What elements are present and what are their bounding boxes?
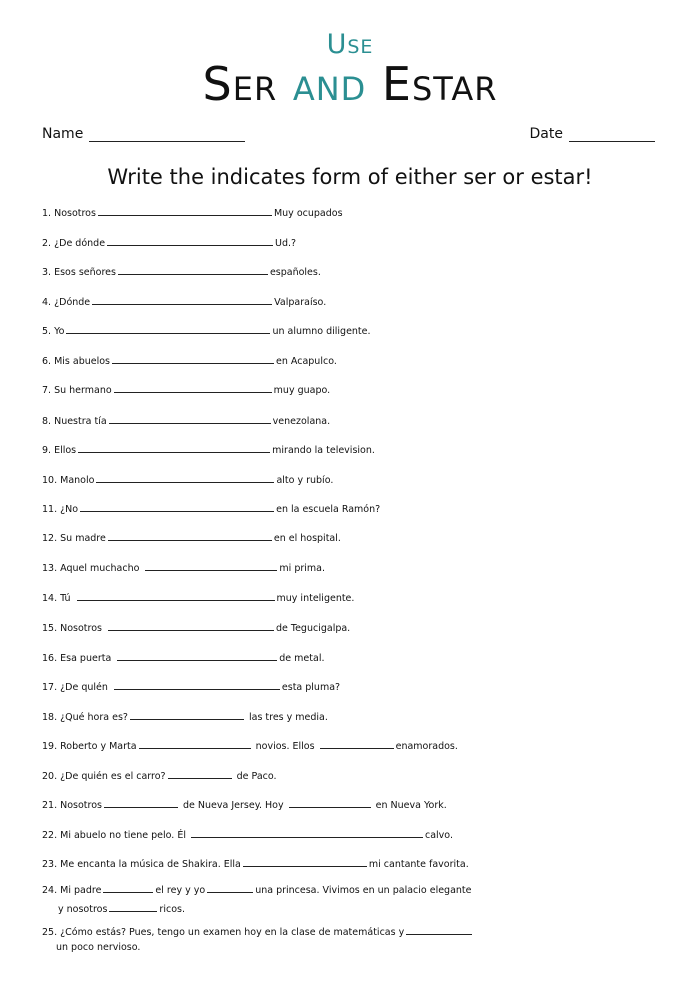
answer-blank[interactable]	[66, 323, 270, 334]
question-ending: una princesa. Vivimos en un palacio elegante	[255, 885, 472, 896]
title-main	[0, 57, 700, 111]
title-and: and	[292, 57, 367, 111]
question-ending: en Nueva York.	[375, 800, 447, 811]
question-middle: novios. Ellos	[255, 741, 315, 752]
question-prompt: 3. Esos señores	[42, 267, 116, 278]
question-prompt: 15. Nosotros	[42, 623, 102, 634]
question-ending: de Paco.	[236, 771, 277, 782]
question-ending: venezolana.	[272, 416, 331, 427]
question-ending: Muy ocupados	[273, 208, 343, 219]
question-prompt: 25. ¿Cómo estás? Pues, tengo un examen hoy en la clase de matemáticas y	[42, 927, 405, 938]
question-14	[42, 590, 354, 605]
answer-blank[interactable]	[114, 382, 272, 393]
question-5	[42, 323, 371, 338]
answer-blank-2[interactable]	[207, 882, 253, 893]
answer-blank[interactable]	[117, 650, 277, 661]
answer-blank[interactable]	[107, 235, 273, 246]
answer-blank[interactable]	[103, 882, 153, 893]
question-prompt: 24. Mi padre	[42, 885, 102, 896]
question-prompt-2: y nosotros	[58, 904, 108, 915]
worksheet-title	[0, 29, 700, 111]
answer-blank[interactable]	[98, 205, 272, 216]
question-prompt: 10. Manolo	[42, 475, 95, 486]
question-9	[42, 442, 375, 457]
title-use: Use	[326, 29, 374, 60]
instructions: Write the indicates form of either ser or estar!	[107, 165, 593, 189]
question-25	[42, 924, 474, 939]
answer-blank-2[interactable]	[289, 797, 371, 808]
question-prompt: 1. Nosotros	[42, 208, 96, 219]
question-22	[42, 827, 453, 842]
question-6	[42, 353, 337, 368]
question-middle: el rey y yo	[155, 885, 206, 896]
answer-blank[interactable]	[191, 827, 423, 838]
question-ending: muy inteligente.	[276, 593, 355, 604]
question-ending: enamorados.	[395, 741, 458, 752]
question-ending: de Tegucigalpa.	[276, 623, 351, 634]
question-1	[42, 205, 343, 220]
answer-blank[interactable]	[145, 560, 277, 571]
question-ending: en Acapulco.	[276, 356, 337, 367]
question-ending: un poco nervioso.	[56, 942, 141, 953]
question-7	[42, 382, 330, 397]
question-prompt: 20. ¿De quién es el carro?	[42, 771, 166, 782]
question-25-continued	[56, 941, 140, 954]
answer-blank[interactable]	[112, 353, 274, 364]
date-label: Date	[529, 126, 563, 142]
answer-blank[interactable]	[78, 442, 270, 453]
question-ending: Valparaíso.	[274, 297, 327, 308]
title-estar: Estar	[366, 57, 498, 111]
question-8	[42, 413, 330, 428]
question-16	[42, 650, 324, 665]
question-19	[42, 738, 458, 753]
answer-blank[interactable]	[108, 530, 272, 541]
question-ending: mi prima.	[279, 563, 326, 574]
question-12	[42, 530, 341, 545]
question-ending: españoles.	[269, 267, 321, 278]
question-prompt: 13. Aquel muchacho	[42, 563, 140, 574]
answer-blank[interactable]	[80, 501, 274, 512]
question-ending: Ud.?	[275, 238, 297, 249]
answer-blank[interactable]	[104, 797, 178, 808]
answer-blank[interactable]	[243, 856, 367, 867]
question-ending: de metal.	[279, 653, 325, 664]
question-11	[42, 501, 380, 516]
answer-blank-2[interactable]	[320, 738, 394, 749]
answer-blank[interactable]	[108, 620, 274, 631]
answer-blank[interactable]	[77, 590, 275, 601]
question-10	[42, 472, 333, 487]
question-ending: mirando la television.	[272, 445, 375, 456]
name-label: Name	[42, 126, 84, 142]
question-prompt: 21. Nosotros	[42, 800, 102, 811]
answer-blank-3[interactable]	[109, 901, 157, 912]
question-ending: esta pluma?	[281, 682, 341, 693]
question-15	[42, 620, 350, 635]
question-ending: alto y rubío.	[276, 475, 334, 486]
question-ending: mi cantante favorita.	[368, 859, 469, 870]
question-3	[42, 264, 321, 279]
question-prompt: 17. ¿De qulén	[42, 682, 108, 693]
name-blank[interactable]	[89, 127, 245, 142]
question-21	[42, 797, 447, 812]
question-4	[42, 294, 326, 309]
answer-blank[interactable]	[92, 294, 272, 305]
answer-blank[interactable]	[139, 738, 251, 749]
question-prompt: 19. Roberto y Marta	[42, 741, 137, 752]
question-prompt: 18. ¿Qué hora es?	[42, 712, 128, 723]
question-ending: las tres y media.	[248, 712, 328, 723]
question-2	[42, 235, 296, 250]
question-prompt: 5. Yo	[42, 326, 65, 337]
question-prompt: 23. Me encanta la música de Shakira. Ella	[42, 859, 241, 870]
question-prompt: 8. Nuestra tía	[42, 416, 107, 427]
question-17	[42, 679, 340, 694]
question-ending-2: ricos.	[159, 904, 185, 915]
question-13	[42, 560, 325, 575]
answer-blank[interactable]	[109, 413, 271, 424]
question-ending: un alumno diligente.	[272, 326, 371, 337]
question-18	[42, 709, 328, 724]
question-prompt: 6. Mis abuelos	[42, 356, 111, 367]
question-prompt: 12. Su madre	[42, 533, 106, 544]
date-blank[interactable]	[569, 127, 655, 142]
date-field[interactable]	[530, 126, 655, 142]
answer-blank[interactable]	[118, 264, 268, 275]
question-prompt: 4. ¿Dónde	[42, 297, 91, 308]
question-ending: calvo.	[425, 830, 453, 841]
question-ending: en el hospital.	[273, 533, 341, 544]
question-prompt: 9. Ellos	[42, 445, 77, 456]
answer-blank[interactable]	[96, 472, 274, 483]
question-prompt: 22. Mi abuelo no tiene pelo. Él	[42, 830, 186, 841]
question-20	[42, 768, 277, 783]
question-prompt: 7. Su hermano	[42, 385, 112, 396]
question-middle: de Nueva Jersey. Hoy	[183, 800, 284, 811]
question-24	[42, 882, 472, 897]
question-ending: en la escuela Ramón?	[276, 504, 381, 515]
answer-blank[interactable]	[406, 924, 472, 935]
answer-blank[interactable]	[168, 768, 232, 779]
title-ser: Ser	[202, 57, 293, 111]
answer-blank[interactable]	[114, 679, 280, 690]
question-23	[42, 856, 469, 871]
answer-blank[interactable]	[130, 709, 244, 720]
question-prompt: 14. Tú	[42, 593, 71, 604]
question-24-continued	[58, 901, 185, 916]
question-prompt: 2. ¿De dónde	[42, 238, 106, 249]
name-field[interactable]	[42, 126, 245, 142]
question-prompt: 11. ¿No	[42, 504, 79, 515]
question-ending: muy guapo.	[273, 385, 331, 396]
question-prompt: 16. Esa puerta	[42, 653, 112, 664]
